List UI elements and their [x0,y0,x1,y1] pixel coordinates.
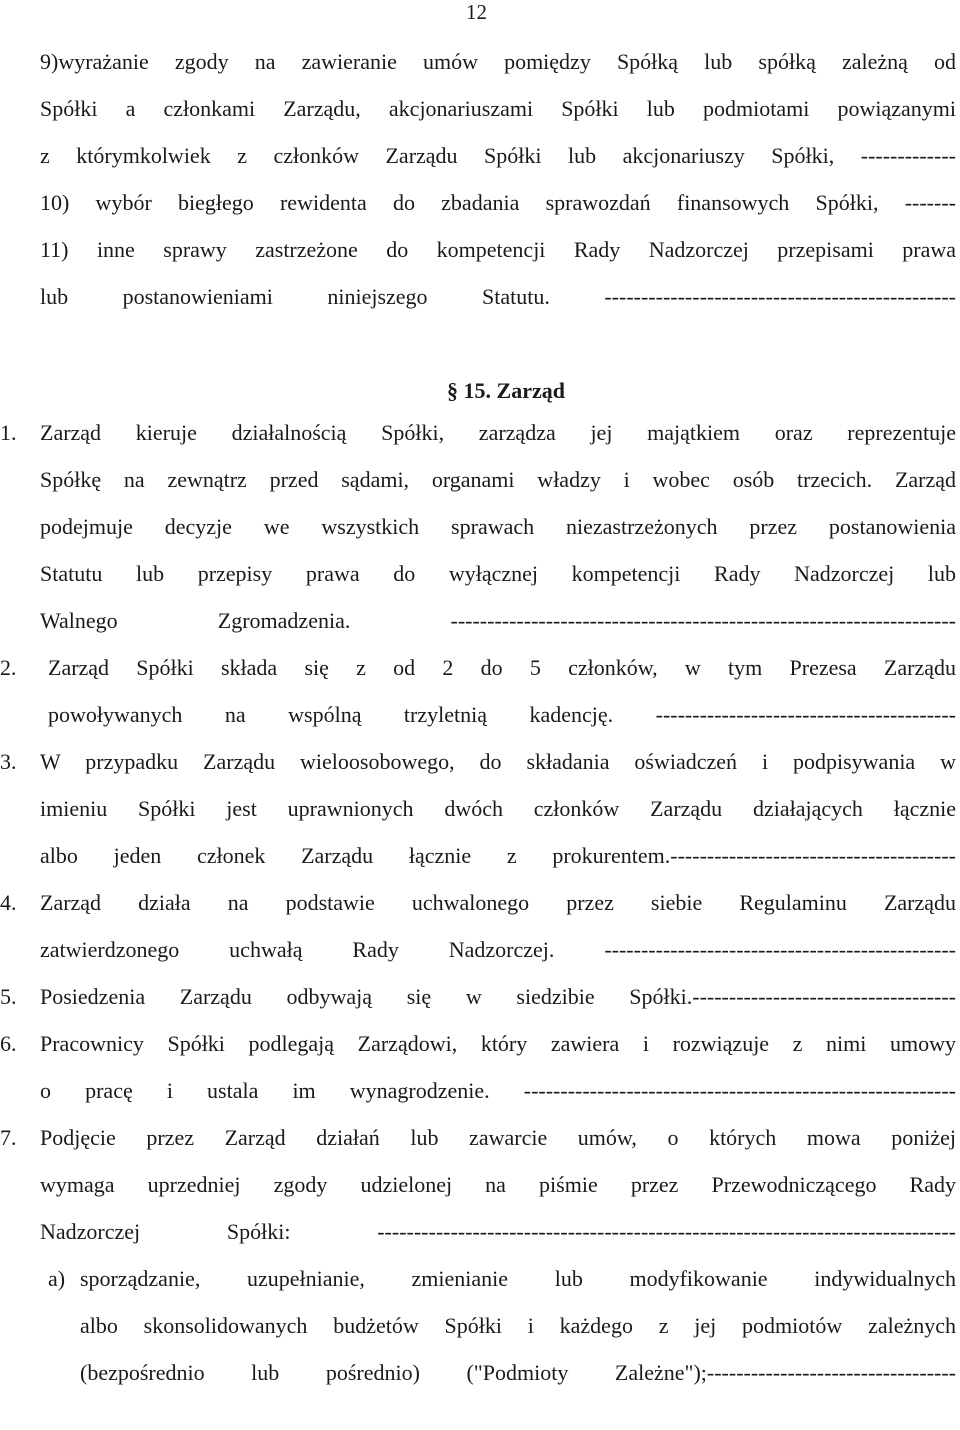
section-sign: § [447,378,459,403]
intro-item-9 [40,38,956,179]
section-title: 15. Zarząd [463,378,565,403]
text-line: Posiedzenia Zarządu odbywają się w siedzibie Spółki.------------------------------------ [40,984,956,1009]
sub-item-a [40,1255,956,1396]
intro-item-11 [40,226,956,320]
text-line: sporządzanie, uzupełnianie, zmienianie lub modyfikowanie indywidualnych [80,1266,956,1291]
text-line: o pracę i ustala im wynagrodzenie. ----------------------------------------------------------- [40,1078,956,1103]
document-body [0,38,956,1396]
text-line: Podjęcie przez Zarząd działań lub zawarcie umów, o których mowa poniżej [40,1125,956,1150]
text-line: 9)wyrażanie zgody na zawieranie umów pomiędzy Spółką lub spółką zależną od [40,49,956,74]
clause-number: 6. [0,1031,17,1056]
sub-item-letter: a) [48,1266,66,1291]
clause-2 [0,644,956,738]
section-heading [48,367,960,414]
intro-item-10 [40,179,956,226]
text-line: wymaga uprzedniej zgody udzielonej na piśmie przez Przewodniczącego Rady [40,1172,956,1197]
clause-3 [0,738,956,879]
text-line: (bezpośrednio lub pośrednio) ("Podmioty Zależne");---------------------------------- [80,1360,956,1385]
text-line: Zarząd Spółki składa się z od 2 do 5 członków, w tym Prezesa Zarządu [48,655,956,680]
clause-number: 5. [0,984,17,1009]
text-line: podejmuje decyzje we wszystkich sprawach niezastrzeżonych przez postanowienia [40,514,956,539]
text-line: powoływanych na wspólną trzyletnią kadencję. ----------------------------------------- [48,702,956,727]
text-line: Spółkę na zewnątrz przed sądami, organami władzy i wobec osób trzecich. Zarząd [40,467,956,492]
text-line: 10) wybór biegłego rewidenta do zbadania sprawozdań finansowych Spółki, ------- [40,190,956,215]
text-line: imieniu Spółki jest uprawnionych dwóch członków Zarządu działających łącznie [40,796,956,821]
clause-1-continuation [40,456,956,644]
page-number: 12 [466,0,487,24]
text-line: z którymkolwiek z członków Zarządu Spółki lub akcjonariuszy Spółki, ------------- [40,143,956,168]
text-line: Pracownicy Spółki podlegają Zarządowi, który zawiera i rozwiązuje z nimi umowy [40,1031,956,1056]
clause-1 [0,409,956,456]
text-line: Zarząd kieruje działalnością Spółki, zarządza jej majątkiem oraz reprezentuje [40,420,956,445]
text-line: Spółki a członkami Zarządu, akcjonariuszami Spółki lub podmiotami powiązanymi [40,96,956,121]
clause-number: 3. [0,749,17,774]
text-line: 11) inne sprawy zastrzeżone do kompetencji Rady Nadzorczej przepisami prawa [40,237,956,262]
text-line: albo skonsolidowanych budżetów Spółki i każdego z jej podmiotów zależnych [80,1313,956,1338]
clause-5 [0,973,956,1020]
text-line: zatwierdzonego uchwałą Rady Nadzorczej. ------------------------------------------------ [40,937,956,962]
clause-4 [0,879,956,973]
clause-6 [0,1020,956,1114]
clause-number: 4. [0,890,17,915]
clause-number: 7. [0,1125,17,1150]
text-line: lub postanowieniami niniejszego Statutu. ------------------------------------------------ [40,284,956,309]
clause-7 [0,1114,956,1255]
text-line: Nadzorczej Spółki: ------------------------------------------------------------------------------- [40,1219,956,1244]
text-line: albo jeden członek Zarządu łącznie z prokurentem.--------------------------------------- [40,843,956,868]
clause-number: 2. [0,655,17,680]
text-line: Statutu lub przepisy prawa do wyłącznej kompetencji Rady Nadzorczej lub [40,561,956,586]
clause-number: 1. [0,420,17,445]
text-line: Walnego Zgromadzenia. --------------------------------------------------------------------- [40,608,956,633]
text-line: Zarząd działa na podstawie uchwalonego przez siebie Regulaminu Zarządu [40,890,956,915]
text-line: W przypadku Zarządu wieloosobowego, do składania oświadczeń i podpisywania w [40,749,956,774]
